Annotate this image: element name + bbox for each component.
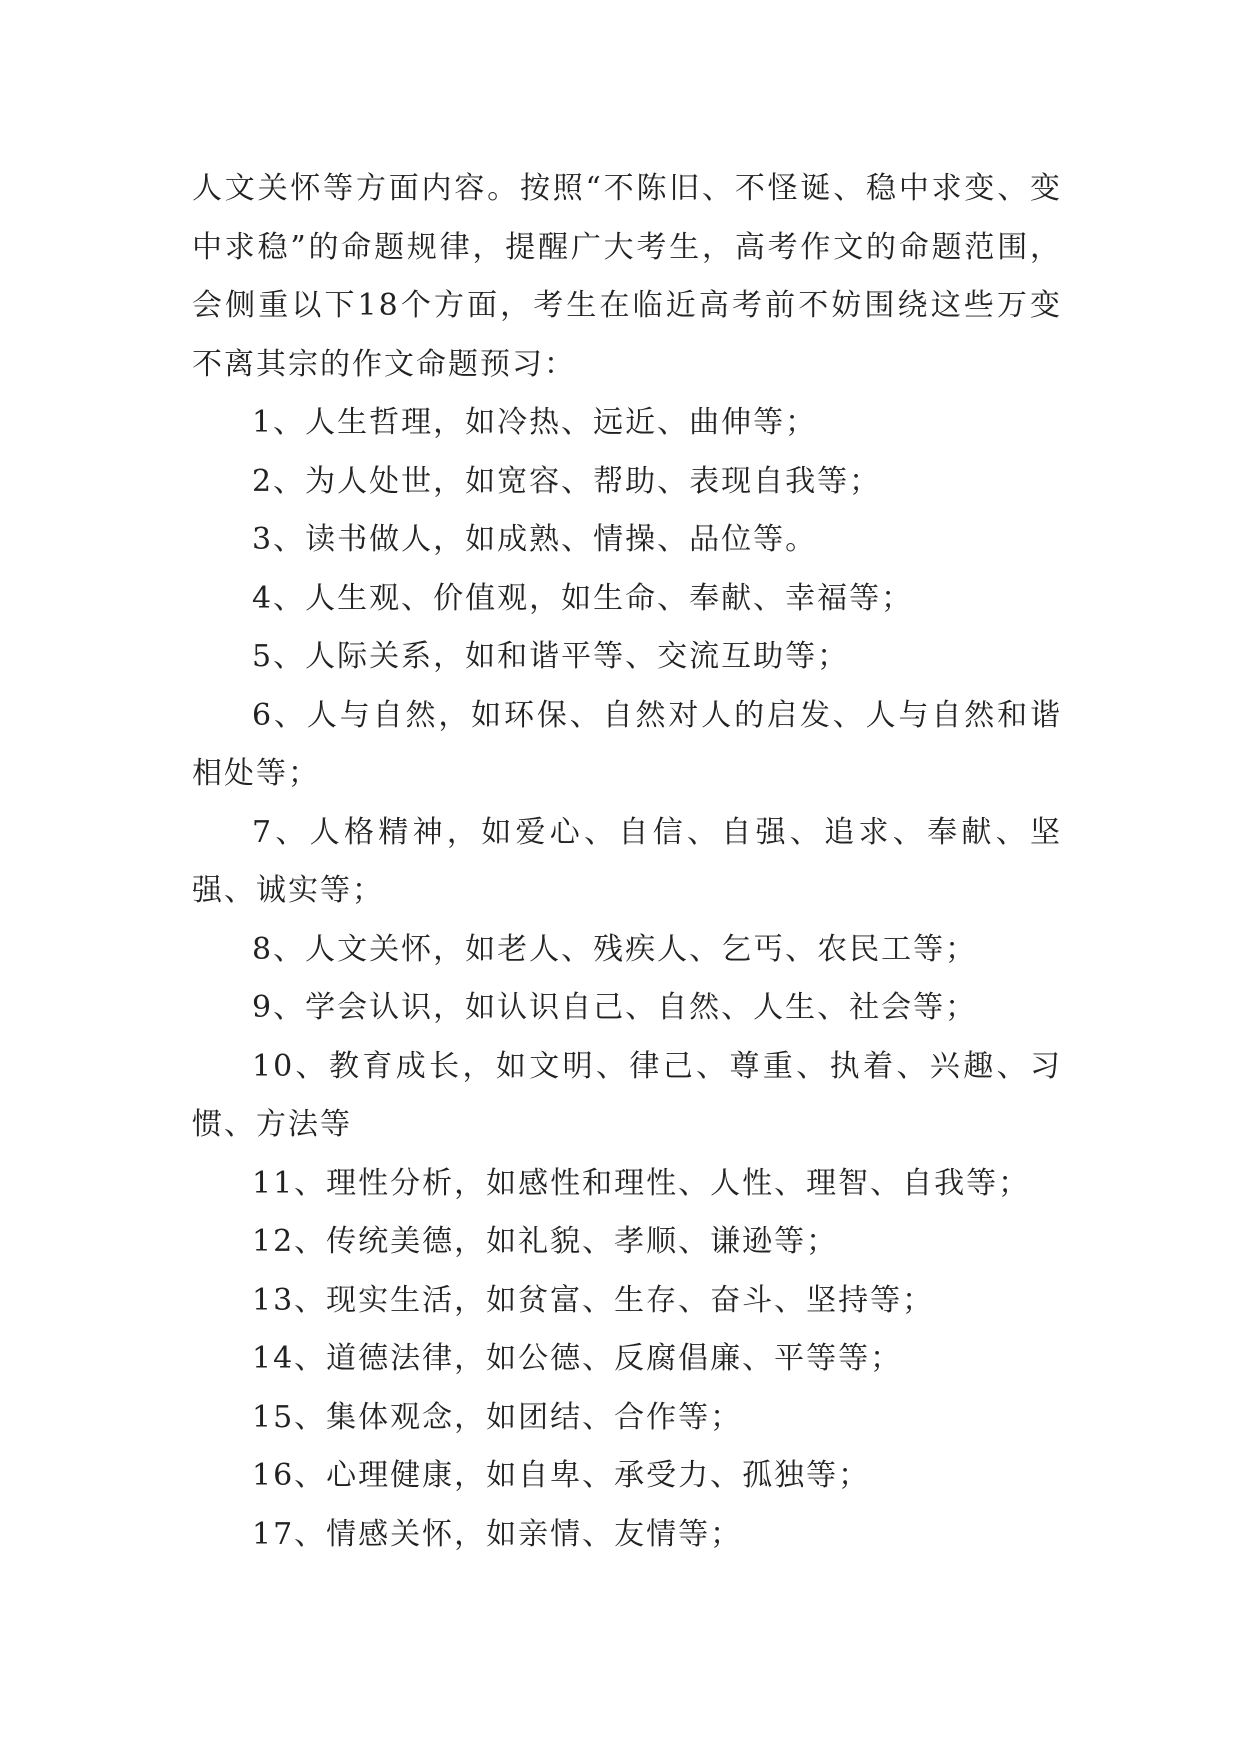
paragraph-intro: 人文关怀等方面内容。按照“不陈旧、不怪诞、稳中求变、变中求稳”的命题规律，提醒广大考生，高考作文的命题范围，会侧重以下18个方面，考生在临近高考前不妨围绕这些万变不离其宗的作文命题预习： bbox=[192, 171, 1062, 382]
list-item: 5、人际关系，如和谐平等、交流互助等； bbox=[252, 639, 850, 674]
list-item: 10、教育成长，如文明、律己、尊重、执着、兴趣、习惯、方法等 bbox=[192, 1048, 1062, 1142]
list-item: 8、人文关怀，如老人、残疾人、乞丐、农民工等； bbox=[252, 931, 978, 967]
list-item: 15、集体观念，如团结、合作等； bbox=[252, 1399, 743, 1435]
list-item: 6、人与自然，如环保、自然对人的启发、人与自然和谐相处等； bbox=[192, 697, 1062, 791]
list-item: 4、人生观、价值观，如生命、奉献、幸福等； bbox=[252, 580, 914, 616]
list-item: 7、人格精神，如爱心、自信、自强、追求、奉献、坚强、诚实等； bbox=[192, 814, 1062, 908]
document-body bbox=[192, 160, 1062, 1564]
list-item: 17、情感关怀，如亲情、友情等； bbox=[252, 1516, 743, 1552]
list-item: 9、学会认识，如认识自己、自然、人生、社会等； bbox=[252, 990, 978, 1025]
list-item: 12、传统美德，如礼貌、孝顺、谦逊等； bbox=[252, 1224, 839, 1259]
list-item: 13、现实生活，如贫富、生存、奋斗、坚持等； bbox=[252, 1282, 935, 1318]
list-item: 2、为人处世，如宽容、帮助、表现自我等； bbox=[252, 463, 882, 499]
list-item: 11、理性分析，如感性和理性、人性、理智、自我等； bbox=[252, 1165, 1031, 1201]
list-item: 1、人生哲理，如冷热、远近、曲伸等； bbox=[252, 405, 818, 440]
list-item: 3、读书做人，如成熟、情操、品位等。 bbox=[252, 522, 818, 557]
list-item: 16、心理健康，如自卑、承受力、孤独等； bbox=[252, 1458, 871, 1493]
list-item: 14、道德法律，如公德、反腐倡廉、平等等； bbox=[252, 1341, 903, 1376]
